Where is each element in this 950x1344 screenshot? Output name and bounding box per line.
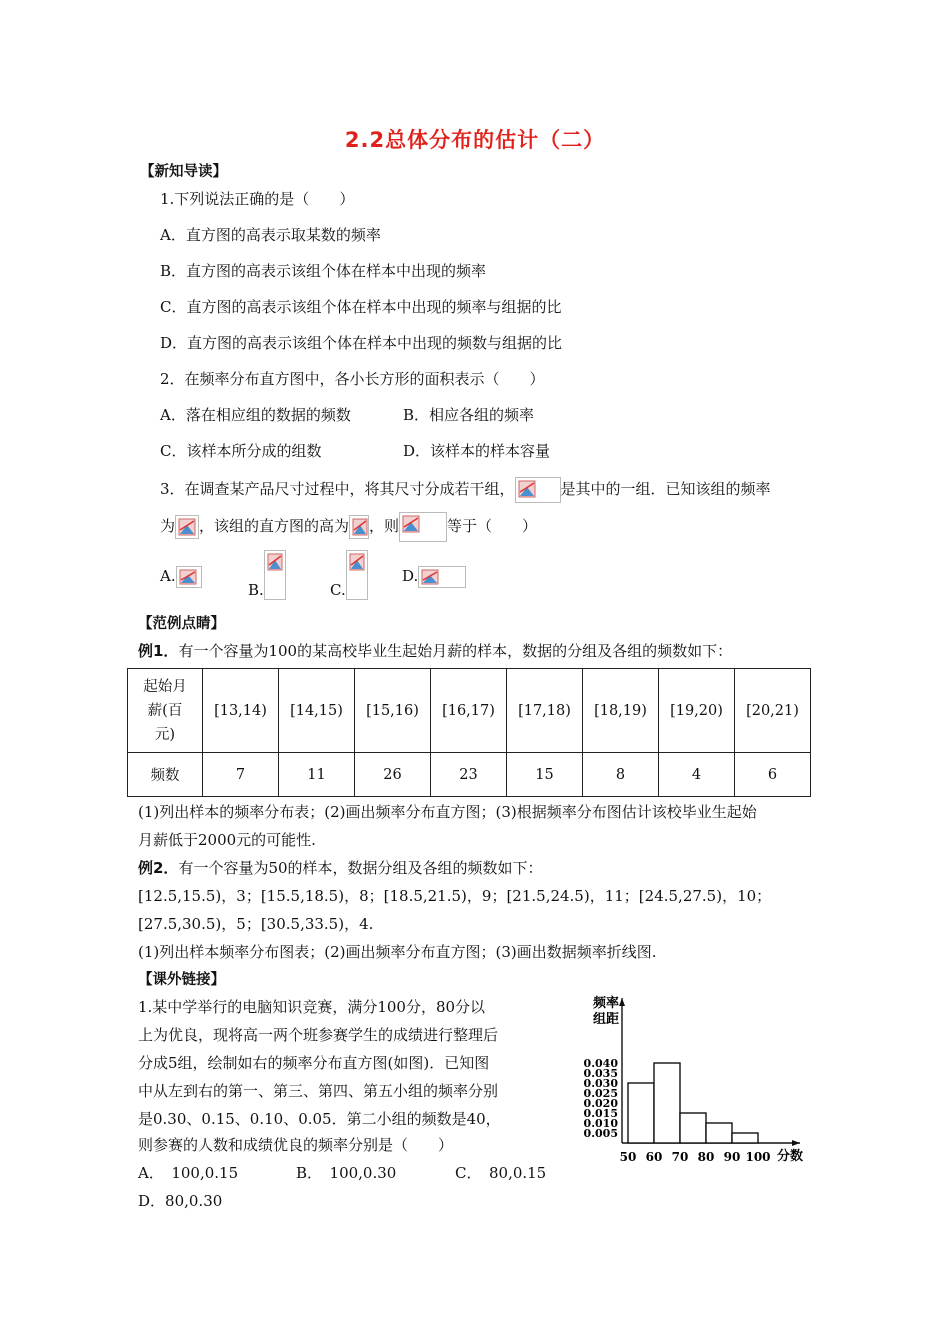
y-tick-label: 0.040 bbox=[583, 1057, 618, 1070]
histogram-bar bbox=[654, 1063, 680, 1143]
ex2-data-line2: [27.5,30.5)，5；[30.5,33.5)，4. bbox=[138, 915, 374, 933]
histogram-bars bbox=[628, 1063, 758, 1143]
y-axis-label-top: 频率 bbox=[592, 996, 620, 1011]
ex1-task-line2: 月薪低于2000元的可能性. bbox=[138, 831, 316, 849]
table-row bbox=[128, 753, 811, 797]
table-cell: 7 bbox=[203, 753, 279, 797]
broken-image-icon bbox=[176, 566, 202, 588]
x-tick-label: 70 bbox=[671, 1150, 689, 1164]
q1-option-c: C．直方图的高表示该组个体在样本中出现的频率与组据的比 bbox=[160, 298, 562, 316]
x-tick-label: 100 bbox=[745, 1150, 771, 1164]
table-cell: 15 bbox=[507, 753, 583, 797]
q3-line1: 3．在调查某产品尺寸过程中，将其尺寸分成若干组， 是其中的一组．已知该组的频率 bbox=[160, 477, 771, 503]
table-cell: 4 bbox=[659, 753, 735, 797]
ext-line: 分成5组，绘制如右的频率分布直方图(如图)．已知图 bbox=[138, 1054, 490, 1072]
y-tick-label: 0.015 bbox=[583, 1107, 618, 1120]
ext-option-b: B． 100,0.30 bbox=[296, 1164, 397, 1182]
q2-option-b: B．相应各组的频率 bbox=[403, 406, 535, 424]
table-cell: [13,14) bbox=[203, 669, 279, 753]
section-examples: 【范例点睛】 bbox=[138, 616, 225, 632]
table-cell: 11 bbox=[279, 753, 355, 797]
table-cell: [15,16) bbox=[355, 669, 431, 753]
q3-option-a: A. bbox=[160, 566, 202, 588]
histogram-bar bbox=[628, 1083, 654, 1143]
y-tick-label: 0.025 bbox=[583, 1087, 618, 1100]
section-new-knowledge: 【新知导读】 bbox=[140, 164, 227, 180]
ext-line: 中从左到右的第一、第三、第四、第五小组的频率分别 bbox=[138, 1082, 499, 1100]
histogram-bar bbox=[680, 1113, 706, 1143]
table-cell: 26 bbox=[355, 753, 431, 797]
y-tick-label: 0.020 bbox=[583, 1097, 618, 1110]
ex1-task-line1: (1)列出样本的频率分布表；(2)画出频率分布直方图；(3)根据频率分布图估计该校毕业生起始 bbox=[138, 803, 757, 821]
ex2-data-line1: [12.5,15.5)，3；[15.5,18.5)，8；[18.5,21.5)，9；[21.5,24.5)，11；[24.5,27.5)，10； bbox=[138, 887, 772, 905]
ex2-task: (1)列出样本频率分布图表；(2)画出频率分布直方图；(3)画出数据频率折线图. bbox=[138, 943, 657, 961]
y-tick-label: 0.010 bbox=[583, 1117, 618, 1130]
x-tick-label: 90 bbox=[723, 1150, 741, 1164]
q2-option-d: D．该样本的样本容量 bbox=[403, 442, 551, 460]
ex1-intro: 例1．有一个容量为100的某高校毕业生起始月薪的样本，数据的分组及各组的频数如下： bbox=[138, 642, 733, 660]
q3-line2: 为 ，该组的直方图的高为 ，则 等于（ ） bbox=[160, 512, 537, 542]
y-tick-label: 0.005 bbox=[583, 1127, 618, 1140]
ext-option-a: A． 100,0.15 bbox=[138, 1164, 239, 1182]
q2-option-a: A．落在相应组的数据的频数 bbox=[160, 406, 351, 424]
q3-option-b: B. bbox=[248, 550, 286, 600]
x-axis-label: 分数 bbox=[776, 1149, 804, 1164]
histogram-y-ticks bbox=[584, 1057, 619, 1140]
section-extension: 【课外链接】 bbox=[138, 972, 225, 988]
table-cell: [14,15) bbox=[279, 669, 355, 753]
frequency-histogram bbox=[562, 990, 812, 1165]
broken-image-icon bbox=[349, 515, 369, 539]
q1-option-a: A．直方图的高表示取某数的频率 bbox=[160, 226, 381, 244]
table-cell: 6 bbox=[735, 753, 811, 797]
y-axis-arrow bbox=[619, 998, 625, 1006]
x-axis-arrow bbox=[792, 1140, 800, 1146]
ext-line: 上为优良，现将高一两个班参赛学生的成绩进行整理后 bbox=[138, 1026, 499, 1044]
table-row bbox=[128, 669, 811, 753]
q1-option-b: B．直方图的高表示该组个体在样本中出现的频率 bbox=[160, 262, 487, 280]
x-tick-label: 50 bbox=[619, 1150, 637, 1164]
ex1-table bbox=[127, 668, 811, 797]
ext-option-c: C． 80,0.15 bbox=[455, 1164, 547, 1182]
table-cell: [18,19) bbox=[583, 669, 659, 753]
broken-image-icon bbox=[175, 515, 199, 539]
q2-option-c: C．该样本所分成的组数 bbox=[160, 442, 322, 460]
broken-image-icon bbox=[264, 550, 286, 600]
x-tick-label: 60 bbox=[645, 1150, 663, 1164]
broken-image-icon bbox=[418, 566, 466, 588]
broken-image-icon bbox=[515, 477, 561, 503]
histogram-bar bbox=[732, 1133, 758, 1143]
ext-line: 则参赛的人数和成绩优良的频率分别是（ ） bbox=[138, 1136, 454, 1154]
q3-option-d: D. bbox=[402, 566, 466, 588]
y-tick-label: 0.030 bbox=[583, 1077, 618, 1090]
page-title: 2.2总体分布的估计（二） bbox=[344, 128, 606, 152]
ext-line: 1.某中学举行的电脑知识竞赛，满分100分，80分以 bbox=[138, 998, 486, 1016]
table-header-cell: 频数 bbox=[128, 753, 203, 797]
table-cell: [16,17) bbox=[431, 669, 507, 753]
q2-stem: 2．在频率分布直方图中，各小长方形的面积表示（ ） bbox=[160, 370, 545, 388]
table-cell: [20,21) bbox=[735, 669, 811, 753]
table-cell: [17,18) bbox=[507, 669, 583, 753]
broken-image-icon bbox=[346, 550, 368, 600]
ext-option-d: D．80,0.30 bbox=[138, 1192, 223, 1210]
histogram-bar bbox=[706, 1123, 732, 1143]
q1-option-d: D．直方图的高表示该组个体在样本中出现的频数与组据的比 bbox=[160, 334, 563, 352]
table-cell: [19,20) bbox=[659, 669, 735, 753]
broken-image-icon bbox=[399, 512, 447, 542]
ex2-intro: 例2．有一个容量为50的样本，数据分组及各组的频数如下： bbox=[138, 859, 543, 877]
q1-stem: 1.下列说法正确的是（ ） bbox=[160, 190, 355, 208]
x-tick-label: 80 bbox=[697, 1150, 715, 1164]
q3-option-c: C. bbox=[330, 550, 368, 600]
y-tick-label: 0.035 bbox=[583, 1067, 618, 1080]
table-header-cell: 起始月 薪(百 元) bbox=[128, 669, 203, 753]
table-cell: 8 bbox=[583, 753, 659, 797]
histogram-x-ticks bbox=[620, 1150, 771, 1164]
ext-line: 是0.30、0.15、0.10、0.05．第二小组的频数是40， bbox=[138, 1110, 501, 1128]
table-cell: 23 bbox=[431, 753, 507, 797]
y-axis-label-bottom: 组距 bbox=[592, 1012, 620, 1027]
